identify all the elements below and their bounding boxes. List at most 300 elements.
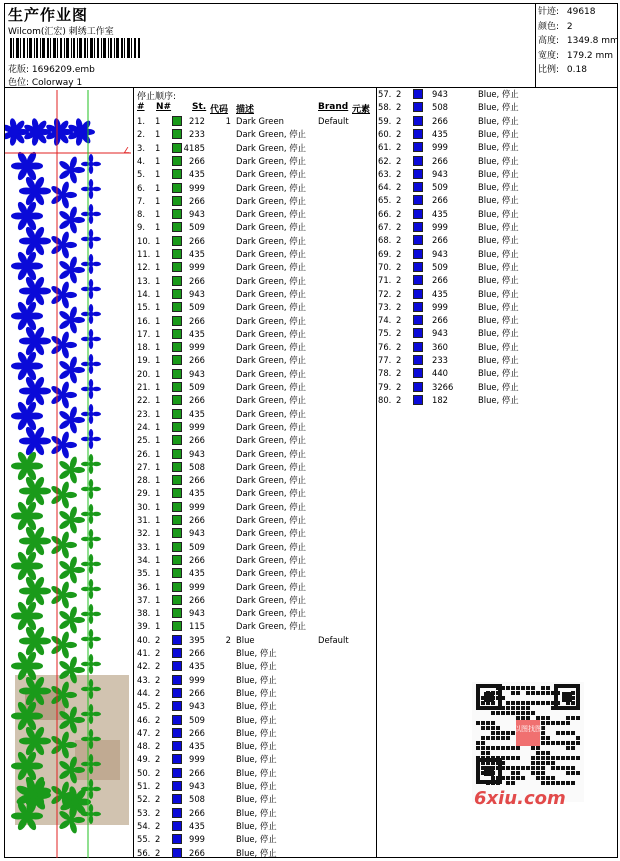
row-stitches: 266: [189, 235, 205, 246]
row-needle: 2: [396, 394, 402, 405]
row-code: 2: [225, 634, 231, 645]
stats-divider: [535, 3, 536, 87]
row-number: 9.: [137, 222, 145, 233]
color-swatch: [413, 129, 423, 139]
color-swatch: [172, 409, 182, 419]
row-description: Dark Green, 停止: [236, 182, 306, 193]
row-stitches: 395: [189, 634, 205, 645]
row-needle: 2: [396, 235, 402, 246]
row-stitches: 435: [189, 820, 205, 831]
row-number: 65.: [378, 195, 392, 206]
sequence-row: [137, 195, 367, 208]
row-description: Dark Green, 停止: [236, 621, 306, 632]
sequence-row: [378, 327, 608, 340]
row-stitches: 999: [189, 501, 205, 512]
row-needle: 2: [396, 328, 402, 339]
row-needle: 2: [155, 807, 161, 818]
row-needle: 2: [155, 648, 161, 658]
row-stitches: 999: [432, 301, 448, 312]
sequence-row: [378, 128, 608, 141]
row-needle: 2: [396, 128, 402, 139]
sequence-row: [137, 740, 367, 753]
color-swatch: [172, 488, 182, 498]
row-description: Blue, 停止: [478, 355, 519, 365]
color-swatch: [172, 821, 182, 831]
row-needle: 1: [155, 568, 161, 579]
row-description: Blue, 停止: [478, 222, 519, 232]
color-swatch: [172, 302, 182, 312]
row-stitches: 266: [432, 235, 448, 246]
row-stitches: 266: [189, 767, 205, 778]
sequence-row: [137, 514, 367, 527]
row-description: Blue, 停止: [478, 315, 519, 326]
color-swatch: [172, 528, 182, 538]
qr-code-icon: [472, 682, 584, 802]
row-needle: 1: [155, 501, 161, 512]
row-needle: 1: [155, 288, 161, 299]
row-stitches: 508: [432, 102, 448, 113]
sequence-row: [378, 181, 608, 194]
color-swatch: [172, 249, 182, 259]
row-needle: 2: [396, 168, 402, 179]
color-swatch: [413, 328, 423, 338]
sequence-row: [137, 660, 367, 673]
color-swatch: [172, 196, 182, 206]
sequence-row: [137, 607, 367, 620]
row-description: Dark Green, 停止: [236, 581, 306, 592]
row-description: Blue, 停止: [478, 102, 519, 113]
row-number: 35.: [137, 568, 151, 579]
row-description: Blue, 停止: [236, 781, 277, 791]
row-stitches: 435: [189, 408, 205, 419]
row-stitches: 943: [189, 701, 205, 712]
row-stitches: 999: [189, 262, 205, 273]
row-stitches: 435: [432, 208, 448, 219]
color-swatch: [172, 462, 182, 472]
row-description: Dark Green, 停止: [236, 395, 306, 406]
row-number: 39.: [137, 621, 151, 632]
color-swatch: [172, 568, 182, 578]
row-stitches: 266: [189, 687, 205, 698]
row-number: 45.: [137, 701, 151, 712]
row-description: Dark Green, 停止: [236, 594, 306, 605]
row-stitches: 233: [189, 129, 205, 140]
color-swatch: [172, 635, 182, 645]
row-description: Blue, 停止: [478, 381, 519, 392]
row-needle: 1: [155, 209, 161, 220]
sequence-row: [137, 208, 367, 221]
row-stitches: 266: [189, 275, 205, 286]
color-swatch: [413, 89, 423, 99]
color-swatch: [413, 156, 423, 166]
row-description: Blue, 停止: [478, 195, 519, 206]
color-swatch: [172, 595, 182, 605]
row-stitches: 266: [189, 727, 205, 738]
color-swatch: [172, 382, 182, 392]
row-needle: 1: [155, 169, 161, 180]
row-stitches: 266: [189, 807, 205, 818]
row-number: 18.: [137, 342, 151, 353]
sequence-row: [137, 182, 367, 195]
row-needle: 2: [155, 741, 161, 752]
col-stitches: St.: [192, 102, 207, 112]
row-description: Dark Green, 停止: [236, 262, 306, 273]
color-swatch: [172, 741, 182, 751]
row-number: 46.: [137, 714, 151, 725]
row-number: 15.: [137, 302, 151, 313]
row-description: Dark Green, 停止: [236, 554, 306, 565]
sequence-row: [137, 820, 367, 833]
row-stitches: 509: [189, 302, 205, 313]
sequence-row: [137, 753, 367, 766]
row-needle: 2: [155, 781, 161, 791]
sequence-row: [137, 487, 367, 500]
row-description: Dark Green, 停止: [236, 421, 306, 432]
row-needle: 2: [396, 102, 402, 113]
row-needle: 2: [396, 275, 402, 286]
color-swatch: [172, 435, 182, 445]
row-number: 68.: [378, 235, 392, 246]
row-number: 77.: [378, 355, 392, 365]
stat-stitches: 针迹: 49618: [538, 7, 596, 17]
row-stitches: 266: [432, 275, 448, 286]
sequence-row: [137, 780, 367, 793]
row-number: 20.: [137, 368, 151, 379]
row-description: Blue, 停止: [236, 661, 277, 672]
row-description: Dark Green, 停止: [236, 515, 306, 525]
row-description: Dark Green, 停止: [236, 222, 306, 233]
row-description: Blue, 停止: [236, 767, 277, 778]
row-needle: 1: [155, 408, 161, 419]
row-stitches: 435: [432, 128, 448, 139]
col-needle: N#: [156, 102, 172, 112]
color-swatch: [413, 302, 423, 312]
row-description: Blue, 停止: [478, 142, 519, 153]
row-stitches: 999: [189, 421, 205, 432]
row-number: 74.: [378, 315, 392, 326]
row-description: Blue, 停止: [236, 714, 277, 725]
row-description: Blue, 停止: [236, 794, 277, 805]
row-number: 54.: [137, 820, 151, 831]
color-swatch: [172, 422, 182, 432]
sequence-row: [378, 301, 608, 314]
row-number: 76.: [378, 341, 392, 352]
row-needle: 1: [155, 528, 161, 539]
color-swatch: [172, 808, 182, 818]
row-needle: 1: [155, 395, 161, 406]
row-number: 23.: [137, 408, 151, 419]
row-description: Dark Green, 停止: [236, 355, 306, 366]
color-swatch: [413, 209, 423, 219]
sequence-row: [378, 341, 608, 354]
row-stitches: 182: [432, 394, 448, 405]
col-element: 元素: [352, 105, 371, 115]
color-swatch: [172, 209, 182, 219]
row-number: 42.: [137, 661, 151, 672]
color-swatch: [172, 848, 182, 858]
color-swatch: [413, 315, 423, 325]
row-description: Dark Green, 停止: [236, 315, 306, 326]
row-stitches: 266: [189, 847, 205, 858]
stat-height: 高度: 1349.8 mm: [538, 36, 619, 46]
row-needle: 2: [155, 727, 161, 738]
stats-panel: [538, 5, 619, 78]
sequence-row: [137, 714, 367, 727]
sequence-row: [378, 115, 608, 128]
col-code: 代码: [210, 105, 229, 115]
row-description: Blue, 停止: [236, 834, 277, 845]
color-swatch: [172, 715, 182, 725]
row-number: 10.: [137, 235, 151, 246]
row-number: 59.: [378, 115, 392, 126]
row-stitches: 943: [189, 781, 205, 791]
color-swatch: [172, 236, 182, 246]
row-needle: 2: [396, 315, 402, 326]
color-swatch: [172, 276, 182, 286]
sequence-row: [137, 301, 367, 314]
sequence-row: [137, 793, 367, 806]
row-number: 4.: [137, 155, 145, 166]
stamp-icon: [516, 720, 540, 746]
row-stitches: 509: [432, 182, 448, 193]
color-swatch: [172, 608, 182, 618]
sequence-row: [137, 434, 367, 447]
row-description: Blue, 停止: [236, 741, 277, 752]
sequence-row: [378, 101, 608, 114]
color-swatch: [172, 395, 182, 405]
color-swatch: [172, 156, 182, 166]
row-brand: Default: [318, 116, 349, 126]
color-swatch: [413, 275, 423, 285]
row-needle: 1: [155, 541, 161, 552]
row-stitches: 440: [432, 368, 448, 379]
sequence-row: [137, 261, 367, 274]
row-stitches: 509: [189, 541, 205, 552]
color-swatch: [172, 688, 182, 698]
color-swatch: [172, 475, 182, 485]
row-needle: 1: [155, 421, 161, 432]
row-needle: 1: [155, 355, 161, 366]
row-needle: 2: [396, 355, 402, 365]
row-number: 5.: [137, 169, 145, 180]
row-number: 57.: [378, 89, 392, 99]
row-description: Dark Green, 停止: [236, 488, 306, 499]
sequence-row: [137, 807, 367, 820]
row-number: 78.: [378, 368, 392, 379]
row-stitches: 266: [189, 155, 205, 166]
row-number: 7.: [137, 195, 145, 206]
sequence-row: [137, 647, 367, 660]
row-needle: 1: [155, 195, 161, 206]
color-swatch: [172, 502, 182, 512]
color-swatch: [172, 449, 182, 459]
color-swatch: [172, 648, 182, 658]
color-swatch: [413, 222, 423, 232]
row-number: 27.: [137, 461, 151, 472]
row-description: Dark Green, 停止: [236, 342, 306, 353]
color-swatch: [413, 289, 423, 299]
sequence-row: [137, 128, 367, 141]
row-stitches: 266: [189, 435, 205, 446]
row-description: Dark Green, 停止: [236, 275, 306, 286]
sequence-row: [137, 541, 367, 554]
row-number: 13.: [137, 275, 151, 286]
row-number: 56.: [137, 847, 151, 858]
row-stitches: 999: [432, 142, 448, 153]
row-description: Dark Green, 停止: [236, 608, 306, 619]
row-description: Blue, 停止: [478, 155, 519, 166]
row-number: 37.: [137, 594, 151, 605]
row-needle: 1: [155, 594, 161, 605]
color-swatch: [172, 222, 182, 232]
sequence-row: [137, 847, 367, 860]
row-description: Blue, 停止: [236, 727, 277, 738]
sequence-row: [378, 394, 608, 407]
color-swatch: [413, 262, 423, 272]
row-needle: 1: [155, 249, 161, 259]
row-number: 60.: [378, 128, 392, 139]
row-number: 72.: [378, 288, 392, 299]
row-needle: 2: [396, 115, 402, 126]
row-description: Dark Green, 停止: [236, 408, 306, 419]
row-needle: 1: [155, 515, 161, 525]
row-stitches: 999: [189, 182, 205, 193]
row-description: Blue, 停止: [478, 341, 519, 352]
sequence-row: [137, 567, 367, 580]
row-number: 47.: [137, 727, 151, 738]
sequence-row: [378, 208, 608, 221]
row-number: 33.: [137, 541, 151, 552]
row-number: 29.: [137, 488, 151, 499]
sequence-row: [378, 248, 608, 261]
row-needle: 1: [155, 142, 161, 153]
row-stitches: 943: [432, 168, 448, 179]
row-needle: 2: [155, 834, 161, 845]
row-stitches: 999: [189, 581, 205, 592]
sequence-row: [137, 634, 367, 647]
sequence-row: [137, 381, 367, 394]
row-needle: 2: [396, 301, 402, 312]
row-stitches: 266: [189, 475, 205, 486]
row-description: Dark Green, 停止: [236, 249, 306, 259]
site-watermark: 6xiu.com: [474, 788, 566, 809]
row-stitches: 435: [189, 741, 205, 752]
sequence-row: [137, 527, 367, 540]
row-stitches: 266: [189, 195, 205, 206]
sequence-row: [378, 314, 608, 327]
row-stitches: 233: [432, 355, 448, 365]
color-swatch: [413, 102, 423, 112]
row-description: Blue, 停止: [478, 368, 519, 379]
row-description: Blue, 停止: [478, 89, 519, 99]
row-number: 50.: [137, 767, 151, 778]
row-stitches: 943: [432, 89, 448, 99]
row-number: 21.: [137, 382, 151, 392]
row-needle: 2: [396, 208, 402, 219]
row-stitches: 943: [189, 288, 205, 299]
row-number: 26.: [137, 448, 151, 459]
row-needle: 2: [396, 89, 402, 99]
color-swatch: [172, 355, 182, 365]
sequence-row: [378, 354, 608, 367]
row-number: 58.: [378, 102, 392, 113]
row-description: Blue, 停止: [236, 807, 277, 818]
color-swatch: [172, 675, 182, 685]
row-description: Dark Green, 停止: [236, 541, 306, 552]
color-swatch: [172, 316, 182, 326]
row-description: Dark Green, 停止: [236, 129, 306, 140]
sequence-row: [137, 368, 367, 381]
row-stitches: 943: [189, 528, 205, 539]
row-stitches: 943: [189, 448, 205, 459]
sequence-row: [137, 142, 367, 155]
row-description: Blue, 停止: [478, 301, 519, 312]
row-stitches: 266: [432, 195, 448, 206]
row-description: Dark Green, 停止: [236, 448, 306, 459]
row-stitches: 999: [189, 834, 205, 845]
row-number: 49.: [137, 754, 151, 765]
row-description: Dark Green, 停止: [236, 209, 306, 220]
row-needle: 1: [155, 262, 161, 273]
sequence-row: [137, 461, 367, 474]
color-swatch: [172, 116, 182, 126]
row-needle: 1: [155, 488, 161, 499]
sequence-row: [137, 354, 367, 367]
row-description: Blue, 停止: [478, 275, 519, 286]
sequence-row: [137, 408, 367, 421]
sequence-row: [137, 767, 367, 780]
row-stitches: 508: [189, 794, 205, 805]
row-stitches: 266: [189, 648, 205, 658]
color-swatch: [172, 768, 182, 778]
row-stitches: 999: [189, 342, 205, 353]
color-swatch: [413, 382, 423, 392]
row-needle: 1: [155, 382, 161, 392]
row-stitches: 509: [432, 261, 448, 272]
row-number: 43.: [137, 674, 151, 685]
color-swatch: [172, 661, 182, 671]
row-needle: 1: [155, 275, 161, 286]
row-needle: 2: [396, 248, 402, 259]
column-divider: [376, 87, 377, 858]
sequence-row: [378, 381, 608, 394]
sequence-row: [137, 581, 367, 594]
row-stitches: 266: [189, 355, 205, 366]
page-title: 生产作业图: [8, 6, 89, 24]
row-number: 73.: [378, 301, 392, 312]
row-needle: 2: [155, 794, 161, 805]
row-needle: 1: [155, 435, 161, 446]
row-needle: 1: [155, 475, 161, 486]
sequence-row: [378, 274, 608, 287]
row-number: 44.: [137, 687, 151, 698]
color-swatch: [172, 728, 182, 738]
row-description: Blue, 停止: [478, 235, 519, 246]
row-number: 67.: [378, 222, 392, 232]
row-needle: 2: [155, 847, 161, 858]
sequence-row: [137, 674, 367, 687]
sequence-row: [137, 554, 367, 567]
row-brand: Default: [318, 634, 349, 645]
row-description: Dark Green, 停止: [236, 368, 306, 379]
row-stitches: 999: [189, 674, 205, 685]
color-swatch: [172, 515, 182, 525]
row-number: 52.: [137, 794, 151, 805]
row-stitches: 266: [189, 515, 205, 525]
sequence-row: [137, 155, 367, 168]
row-needle: 1: [155, 448, 161, 459]
row-needle: 2: [396, 195, 402, 206]
